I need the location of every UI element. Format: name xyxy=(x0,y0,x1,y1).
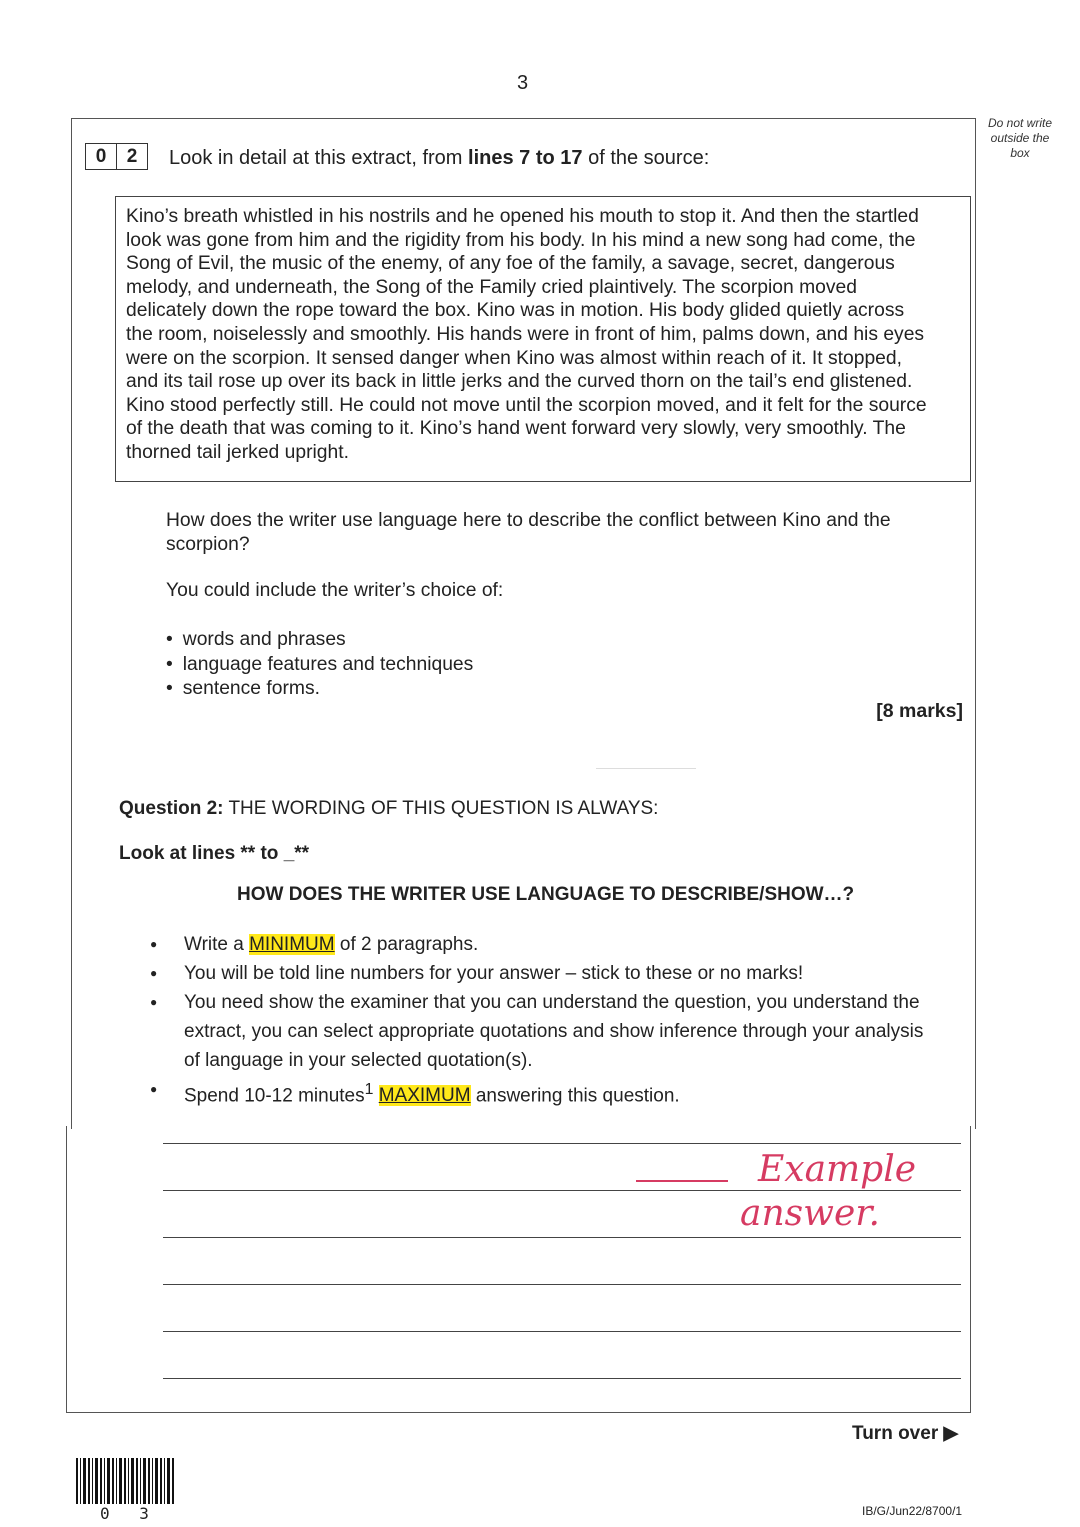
footnote-mark: 1 xyxy=(364,1081,374,1098)
paper-code: IB/G/Jun22/8700/1 xyxy=(862,1504,963,1518)
question-prompt xyxy=(169,147,709,170)
margin-note: Do not write outside the box xyxy=(987,116,1053,160)
answer-line[interactable] xyxy=(163,1143,961,1144)
question-digit: 0 xyxy=(95,146,107,167)
extract-line: Song of Evil, the music of the enemy, of any foe of the family, a savage, secret, dangerous xyxy=(126,253,895,275)
extract-line: look was gone from him and the rigidity from his body. In his mind a new song had come, the xyxy=(126,229,916,251)
notes-lines: Look at lines ** to _** xyxy=(119,843,310,864)
source-extract xyxy=(115,196,971,482)
prompt-text: of the source: xyxy=(582,147,710,169)
answer-line[interactable] xyxy=(163,1237,961,1238)
question-digit: 2 xyxy=(116,144,147,169)
extract-line: melody, and underneath, the Song of the Family cried plaintively. The scorpion moved xyxy=(126,276,857,298)
notes-heading-bold: Question 2: xyxy=(119,798,224,819)
task-question: How does the writer use language here to describe the conflict between Kino and the scorpion? xyxy=(166,510,891,555)
choice-item: • sentence forms. xyxy=(166,677,473,702)
notes-subheading: HOW DOES THE WRITER USE LANGUAGE TO DESCRIBE/SHOW…? xyxy=(237,884,855,905)
handwritten-note xyxy=(636,1148,916,1236)
handwriting-line: answer. xyxy=(740,1193,880,1234)
barcode xyxy=(76,1458,176,1504)
answer-line[interactable] xyxy=(163,1331,961,1332)
notes-bullet xyxy=(150,1075,940,1110)
text: Spend 10-12 minutes xyxy=(184,1085,365,1107)
notes-bullet: ● You need show the examiner that you can understand the question, you understand the extract, you can select appropriate quotations and show inference through your analysis of language in your selected quotation(s). xyxy=(150,988,940,1075)
extract-line: Kino stood perfectly still. He could not move until the scorpion moved, and it felt for the source xyxy=(126,394,927,416)
handwriting-line: Example xyxy=(758,1149,917,1190)
divider xyxy=(596,768,696,769)
highlight-maximum: MAXIMUM xyxy=(378,1085,471,1107)
choice-item: • words and phrases xyxy=(166,628,473,653)
text: answering this question. xyxy=(470,1085,680,1107)
marks-label: [8 marks] xyxy=(876,700,963,722)
turn-over-label: Turn over ▶ xyxy=(852,1423,959,1444)
notes-bullet xyxy=(150,930,940,959)
question-number xyxy=(85,143,148,170)
notes-bullets xyxy=(150,930,940,1110)
extract-line: the room, noiselessly and smoothly. His hands were in front of him, palms down, and his eyes xyxy=(126,323,925,345)
text: Write a xyxy=(184,934,250,955)
notes-heading xyxy=(119,798,658,820)
notes-heading-rest: THE WORDING OF THIS QUESTION IS ALWAYS: xyxy=(223,798,659,819)
choice-list xyxy=(166,628,473,702)
prompt-lines: lines 7 to 17 xyxy=(468,147,583,169)
barcode-number: 0 3 xyxy=(100,1504,159,1523)
extract-line: were on the scorpion. It sensed danger when Kino was almost within reach of it. It stopped, xyxy=(126,347,902,369)
choice-intro: You could include the writer’s choice of: xyxy=(166,580,504,601)
highlight-minimum: MINIMUM xyxy=(249,934,335,955)
notes-bullet: ● You will be told line numbers for your answer – stick to these or no marks! xyxy=(150,959,940,988)
choice-item: • language features and techniques xyxy=(166,653,473,678)
extract-line: delicately down the rope toward the box. Kino was in motion. His body glided quietly across xyxy=(126,300,905,322)
page-number: 3 xyxy=(516,72,529,94)
extract-line: of the death that was coming to it. Kino’s hand went forward very slowly, very smoothly. The xyxy=(126,418,906,440)
answer-line[interactable] xyxy=(163,1378,961,1379)
extract-line: and its tail rose up over its back in little jerks and the curved thorn on the tail’s end glistened. xyxy=(126,371,913,393)
text: of 2 paragraphs. xyxy=(334,934,479,955)
extract-line: thorned tail jerked upright. xyxy=(126,441,349,463)
prompt-text: Look in detail at this extract, from xyxy=(169,147,469,169)
extract-line: Kino’s breath whistled in his nostrils and he opened his mouth to stop it. And then the startled xyxy=(126,206,919,227)
answer-line[interactable] xyxy=(163,1284,961,1285)
